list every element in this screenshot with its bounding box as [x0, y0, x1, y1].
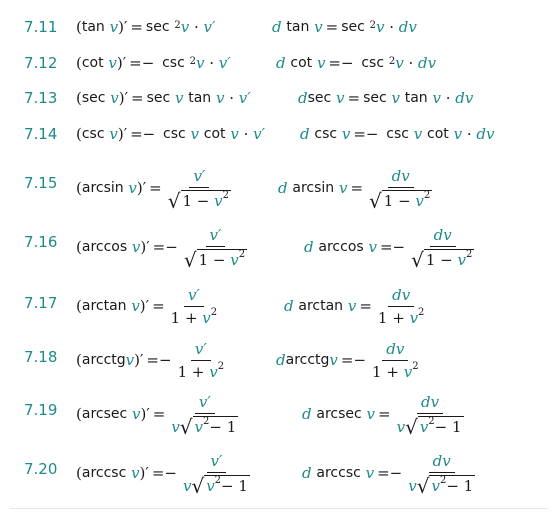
formula-row-7-20: [0, 444, 559, 502]
formula-rhs: d arcsin v = dv √ $1 - v^2$: [278, 166, 431, 213]
formula-rhs: d arcctg v =− $\frac{dv}{1 + v^2}$: [276, 339, 419, 381]
fraction: v′ v √ $v^2- 1$: [182, 451, 248, 498]
formula-row-7-17: [0, 280, 559, 332]
formula-lhs: ( arcctg v ) ′ =− $\frac{v'}{1 + v^2}$: [76, 339, 225, 381]
formula-lhs: ( tan v ) ′ = sec $^2$ v · v′: [76, 18, 216, 36]
formula-number: 7.12: [24, 54, 58, 72]
formula-number: 7.16: [24, 233, 58, 251]
formula-lhs: ( arccos v ) ′ =− v′ √ $1 - v^2$: [76, 225, 246, 272]
fraction: $\frac{dv}{1 + v^2}$: [372, 339, 419, 381]
formula-row-7-12: [0, 54, 559, 76]
formula-lhs: ( cot v ) ′ =− csc $^2$ v · v′: [76, 54, 231, 72]
formula-row-7-13: [0, 89, 559, 111]
formula-lhs: ( sec v ) ′ = sec v tan v · v′: [76, 89, 251, 107]
formula-rhs: d sec v = sec v tan v · dv: [298, 89, 474, 107]
formula-number: 7.17: [24, 294, 58, 312]
formula-rhs: d csc v =− csc v cot v · dv: [300, 125, 495, 143]
formula-rhs: d arccsc v =− dv v √ $v^2- 1$: [302, 451, 474, 498]
formula-rhs: d arcsec v = dv v √ $v^2- 1$: [302, 392, 462, 439]
fraction: dv v √ $v^2- 1$: [396, 392, 462, 439]
formula-row-7-11: [0, 18, 559, 40]
formula-lhs: ( arcsin v ) ′ = v′ √ $1 - v^2$: [76, 166, 230, 213]
formula-row-7-19: [0, 387, 559, 441]
fraction: $\frac{v'}{1 + v^2}$: [177, 339, 225, 381]
fraction: dv v √ $v^2- 1$: [408, 451, 474, 498]
formula-number: 7.19: [24, 401, 58, 419]
formula-number: 7.14: [24, 125, 58, 143]
formula-row-7-18: [0, 334, 559, 386]
fraction: $\frac{dv}{1 + v^2}$: [377, 285, 425, 327]
formula-number: 7.13: [24, 89, 58, 107]
formula-rhs: d cot v =− csc $^2$ v · dv: [276, 54, 437, 72]
formula-lhs: ( arccsc v ) ′ =− v′ v √ $v^2- 1$: [76, 451, 248, 498]
fraction: dv √ $1 - v^2$: [369, 166, 431, 213]
formula-row-7-14: [0, 125, 559, 147]
formula-number: 7.11: [24, 18, 58, 36]
formula-rhs: d arccos v =− dv √ $1 - v^2$: [304, 225, 473, 272]
formula-rhs: d tan v = sec $^2$ v · dv: [272, 18, 417, 36]
formula-lhs: ( arctan v ) ′ = $\frac{v'}{1 + v^2}$: [76, 285, 218, 327]
formula-rhs: d arctan v = $\frac{dv}{1 + v^2}$: [284, 285, 425, 327]
fraction: v′ √ $1 - v^2$: [183, 225, 246, 272]
fraction: $\frac{v'}{1 + v^2}$: [170, 285, 218, 327]
formula-row-7-16: [0, 219, 559, 275]
formula-lhs: ( csc v ) ′ =− csc v cot v · v′: [76, 125, 266, 143]
formula-row-7-15: [0, 160, 559, 216]
fraction: dv √ $1 - v^2$: [411, 225, 473, 272]
formula-number: 7.20: [24, 460, 58, 478]
formula-number: 7.15: [24, 174, 58, 192]
formula-lhs: ( arcsec v ) ′ = v′ v √ $v^2- 1$: [76, 392, 237, 439]
fraction: v′ v √ $v^2- 1$: [171, 392, 237, 439]
fraction: v′ √ $1 - v^2$: [167, 166, 230, 213]
bottom-divider: [10, 508, 549, 509]
formula-number: 7.18: [24, 348, 58, 366]
